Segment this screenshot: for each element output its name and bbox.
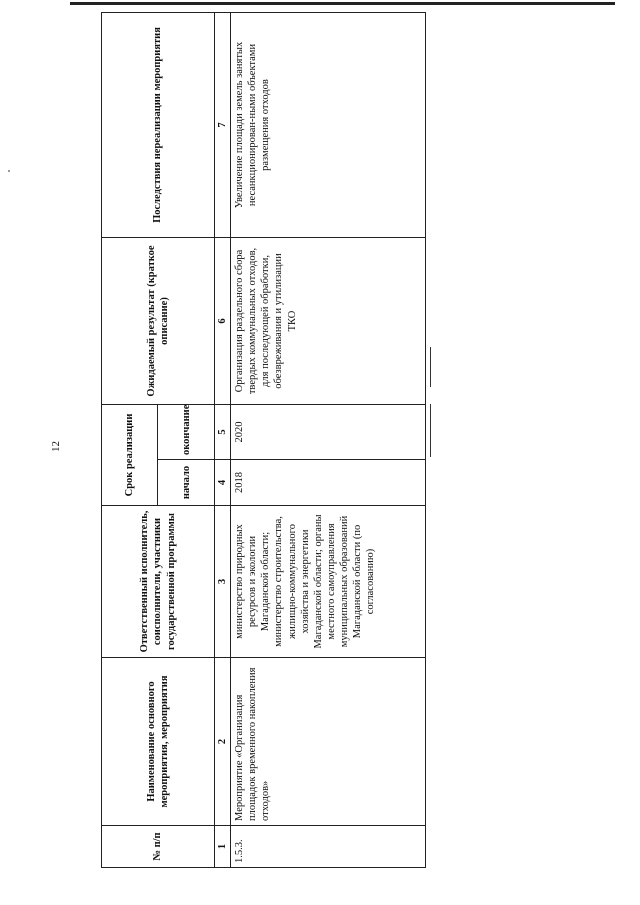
header-start: начало bbox=[158, 460, 214, 506]
measures-table bbox=[101, 12, 426, 868]
header-end: окончание bbox=[158, 405, 214, 460]
top-border-line bbox=[70, 2, 615, 5]
row-executors: министерство природных ресурсов и экологии Магаданской области; министерство строительства, жилищно-коммунального хозяйства и энергетики Магаданской области; органы местного самоуправления муниципальных образований Магаданской области (по согласованию) bbox=[231, 506, 426, 658]
header-period: Срок реализации bbox=[102, 405, 158, 506]
header-row bbox=[102, 13, 158, 868]
row-end: 2020 bbox=[231, 405, 426, 460]
row-start: 2018 bbox=[231, 460, 426, 506]
rotated-table-container bbox=[101, 13, 426, 868]
column-number-row bbox=[214, 13, 230, 868]
column-number: 7 bbox=[214, 13, 230, 238]
header-name: Наименование основного мероприятия, мероприятия bbox=[102, 658, 215, 826]
header-num: № п/п bbox=[102, 826, 215, 868]
row-name: Мероприятие «Организация площадок временного накопления отходов» bbox=[231, 658, 426, 826]
row-num: 1.5.3. bbox=[231, 826, 426, 868]
margin-rule bbox=[430, 347, 431, 387]
header-executors: Ответственный исполнитель, соисполнители, участники государственной программы bbox=[102, 506, 215, 658]
column-number: 3 bbox=[214, 506, 230, 658]
column-number: 4 bbox=[214, 460, 230, 506]
column-number: 5 bbox=[214, 405, 230, 460]
table-row bbox=[231, 13, 426, 868]
column-number: 2 bbox=[214, 658, 230, 826]
page-number: 12 bbox=[50, 441, 62, 452]
column-number: 6 bbox=[214, 238, 230, 405]
row-result: Организация раздельного сбора твердых коммунальных отходов, для последующей обработки, обезвреживания и утилизации ТКО bbox=[231, 238, 426, 405]
header-consequences: Последствия нереализации мероприятия bbox=[102, 13, 215, 238]
margin-rule bbox=[430, 404, 431, 457]
scan-speck bbox=[8, 170, 10, 172]
column-number: 1 bbox=[214, 826, 230, 868]
header-result: Ожидаемый результат (краткое описание) bbox=[102, 238, 215, 405]
row-consequences: Увеличение площади земель занятых несанкционирован-ными объектами размещения отходов bbox=[231, 13, 426, 238]
